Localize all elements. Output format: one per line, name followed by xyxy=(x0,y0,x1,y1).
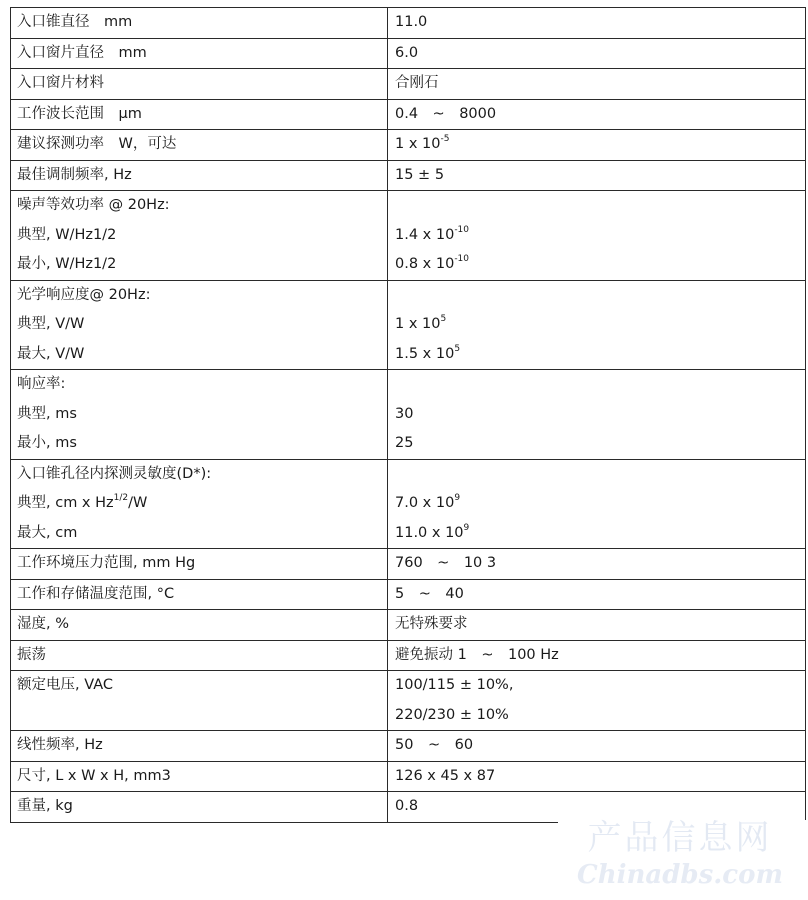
table-row xyxy=(11,38,806,69)
spec-value: 6.0 xyxy=(388,38,806,69)
table-row xyxy=(11,640,806,671)
table-row xyxy=(11,579,806,610)
spec-label: 振荡 xyxy=(11,640,388,671)
table-row xyxy=(11,99,806,130)
table-row xyxy=(11,761,806,792)
exponent: 5 xyxy=(454,343,461,354)
spec-value: 126 x 45 x 87 xyxy=(388,761,806,792)
watermark-cn: 产品信息网 xyxy=(587,818,773,858)
table-row xyxy=(11,370,806,460)
spec-label: 建议探测功率 W，可达 xyxy=(11,130,388,161)
spec-value: 避免振动 1 ~ 100 Hz xyxy=(388,640,806,671)
table-row xyxy=(11,671,806,731)
spec-value: 100/115 ± 10%, 220/230 ± 10% xyxy=(388,671,806,731)
table-row xyxy=(11,160,806,191)
spec-label: 工作波长范围 μm xyxy=(11,99,388,130)
spec-value: 50 ~ 60 xyxy=(388,731,806,762)
table-row xyxy=(11,731,806,762)
spec-value: 0.8 xyxy=(388,792,806,823)
specification-table xyxy=(10,7,806,823)
spec-value: 1 x $10^{-5}$ xyxy=(388,130,806,161)
spec-value: 15 ± 5 xyxy=(388,160,806,191)
watermark-en: Chinadbs.com xyxy=(577,860,783,890)
spec-label: 入口锥孔径内探测灵敏度(D*): 典型, cm x $Hz^{1/2}/W$ 最大, cm xyxy=(11,459,388,549)
exponent: 5 xyxy=(440,314,447,325)
spec-label: 最佳调制频率, Hz xyxy=(11,160,388,191)
spec-value: 1.4 x $10^{-10}$ 0.8 x $10^{-10}$ xyxy=(388,191,806,281)
exponent: 1/2 xyxy=(113,493,129,504)
spec-value: 30 25 xyxy=(388,370,806,460)
spec-value: 1 x $10^5$ 1.5 x $10^5$ xyxy=(388,280,806,370)
spec-label: 工作环境压力范围, mm Hg xyxy=(11,549,388,580)
exponent: 9 xyxy=(454,493,461,504)
spec-value: 5 ~ 40 xyxy=(388,579,806,610)
spec-label: 响应率: 典型, ms 最小, ms xyxy=(11,370,388,460)
spec-label: 湿度, % xyxy=(11,610,388,641)
exponent: -10 xyxy=(454,224,470,235)
watermark xyxy=(562,818,798,892)
spec-label: 重量, kg xyxy=(11,792,388,823)
spec-label: 光学响应度@ 20Hz: 典型, V/W 最大, V/W xyxy=(11,280,388,370)
spec-label: 入口窗片直径 mm xyxy=(11,38,388,69)
table-row xyxy=(11,191,806,281)
spec-label: 尺寸, L x W x H, mm3 xyxy=(11,761,388,792)
spec-label: 入口窗片材料 xyxy=(11,69,388,100)
spec-label: 工作和存储温度范围, °C xyxy=(11,579,388,610)
table-row xyxy=(11,130,806,161)
table-row xyxy=(11,459,806,549)
spec-value: 760 ~ 10 3 xyxy=(388,549,806,580)
exponent: -10 xyxy=(454,254,470,265)
table-row xyxy=(11,280,806,370)
table-row xyxy=(11,69,806,100)
spec-value: 7.0 x $10^9$ 11.0 x $10^9$ xyxy=(388,459,806,549)
spec-value: 0.4 ~ 8000 xyxy=(388,99,806,130)
spec-label: 线性频率, Hz xyxy=(11,731,388,762)
table-row xyxy=(11,610,806,641)
exponent: 9 xyxy=(463,522,470,533)
spec-label: 额定电压, VAC xyxy=(11,671,388,731)
spec-value: 合刚石 xyxy=(388,69,806,100)
table-row xyxy=(11,549,806,580)
spec-label: 噪声等效功率 @ 20Hz: 典型, W/Hz1/2 最小, W/Hz1/2 xyxy=(11,191,388,281)
table-row xyxy=(11,8,806,39)
exponent: -5 xyxy=(440,134,450,145)
spec-value: 无特殊要求 xyxy=(388,610,806,641)
spec-label: 入口锥直径 mm xyxy=(11,8,388,39)
spec-value: 11.0 xyxy=(388,8,806,39)
